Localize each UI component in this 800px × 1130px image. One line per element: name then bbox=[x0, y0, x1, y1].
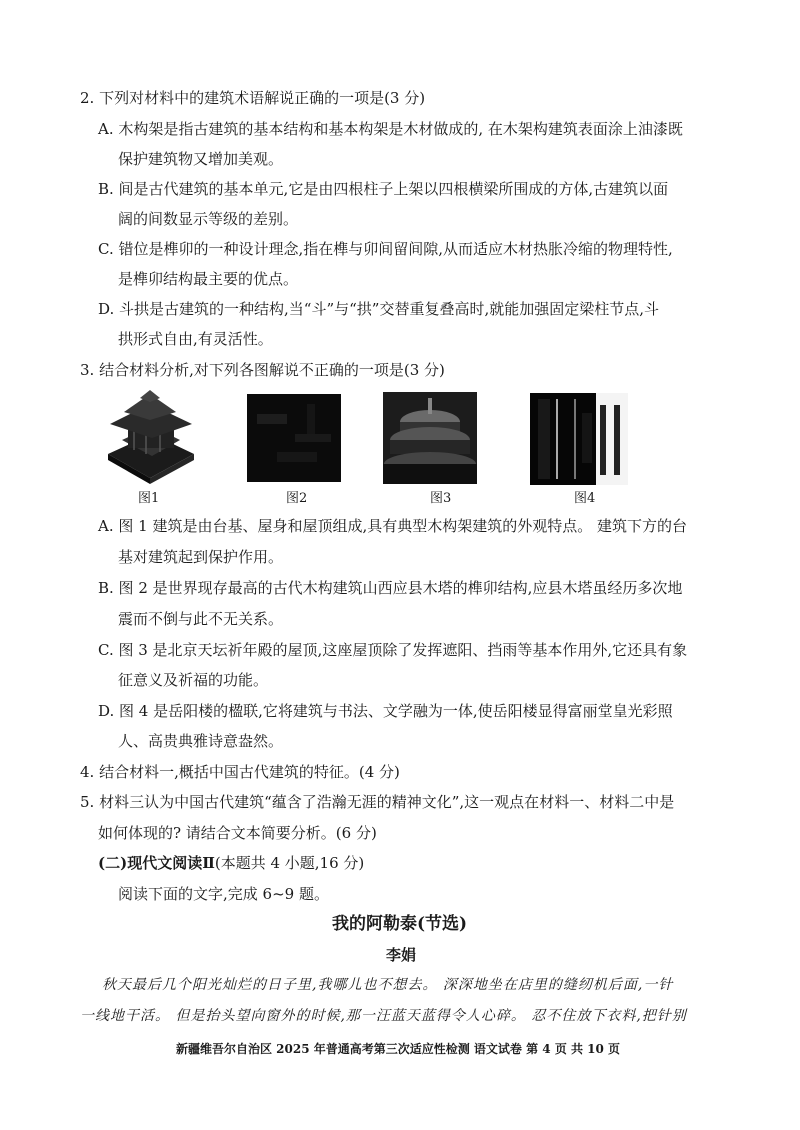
article-body-line1: 秋天最后几个阳光灿烂的日子里,我哪儿也不想去。 深深地坐在店里的缝纫机后面,一针 bbox=[102, 977, 674, 993]
q3-option-d-line2: 人、高贵典雅诗意盎然。 bbox=[118, 732, 284, 750]
figure-1-pavilion-image bbox=[100, 388, 200, 484]
q2-stem: 2. 下列对材料中的建筑术语解说正确的一项是(3 分) bbox=[80, 89, 426, 107]
q5-stem-line2: 如何体现的? 请结合文本简要分析。(6 分) bbox=[98, 824, 377, 842]
q2-option-c-line2: 是榫卯结构最主要的优点。 bbox=[118, 270, 299, 288]
q2-option-c-line1: C. 错位是榫卯的一种设计理念,指在榫与卯间留间隙,从而适应木材热胀冷缩的物理特性, bbox=[98, 240, 673, 258]
section-heading bbox=[98, 853, 364, 873]
section-heading-bold: (二)现代文阅读Ⅱ bbox=[98, 854, 215, 872]
page-footer: 新疆维吾尔自治区 2025 年普通高考第三次适应性检测 语文试卷 第 4 页 共 10 页 bbox=[176, 1042, 621, 1056]
q2-option-a-line1: A. 木构架是指古建筑的基本结构和基本构架是木材做成的, 在木架构建筑表面涂上油漆既 bbox=[98, 120, 683, 138]
section-instruction: 阅读下面的文字,完成 6~9 题。 bbox=[118, 885, 329, 903]
figure-4-caption: 图4 bbox=[574, 491, 596, 506]
figure-1-caption: 图1 bbox=[138, 491, 160, 506]
q2-option-b-line2: 阔的间数显示等级的差别。 bbox=[118, 210, 299, 228]
figure-2-caption: 图2 bbox=[286, 491, 308, 506]
q4-stem: 4. 结合材料一,概括中国古代建筑的特征。(4 分) bbox=[80, 763, 400, 781]
figure-3-caption: 图3 bbox=[430, 491, 452, 506]
q2-option-a-line2: 保护建筑物又增加美观。 bbox=[118, 150, 284, 168]
q2-option-d-line1: D. 斗拱是古建筑的一种结构,当“斗”与“拱”交替重复叠高时,就能加强固定梁柱节点,斗 bbox=[98, 300, 660, 318]
figure-3-roof-image bbox=[383, 392, 477, 484]
q3-option-b-line1: B. 图 2 是世界现存最高的古代木构建筑山西应县木塔的榫卯结构,应县木塔虽经历多次地 bbox=[98, 579, 683, 597]
q3-option-b-line2: 震而不倒与此不无关系。 bbox=[118, 610, 284, 628]
q3-option-d-line1: D. 图 4 是岳阳楼的楹联,它将建筑与书法、文学融为一体,使岳阳楼显得富丽堂皇光彩照 bbox=[98, 702, 673, 720]
q5-stem-line1: 5. 材料三认为中国古代建筑“蕴含了浩瀚无涯的精神文化”,这一观点在材料一、材料二中是 bbox=[80, 793, 675, 811]
q3-stem: 3. 结合材料分析,对下列各图解说不正确的一项是(3 分) bbox=[80, 361, 445, 379]
q3-option-c-line2: 征意义及祈福的功能。 bbox=[118, 671, 269, 689]
q2-option-d-line2: 拱形式自由,有灵活性。 bbox=[118, 330, 273, 348]
q3-option-c-line1: C. 图 3 是北京天坛祈年殿的屋顶,这座屋顶除了发挥遮阳、挡雨等基本作用外,它还具有象 bbox=[98, 641, 688, 659]
figure-4-couplet-image bbox=[530, 393, 628, 485]
figure-2-joinery-image bbox=[247, 394, 341, 482]
article-title: 我的阿勒泰(节选) bbox=[332, 914, 468, 934]
q3-option-a-line2: 基对建筑起到保护作用。 bbox=[118, 548, 284, 566]
q3-option-a-line1: A. 图 1 建筑是由台基、屋身和屋顶组成,具有典型木构架建筑的外观特点。 建筑下方的台 bbox=[98, 517, 687, 535]
article-author: 李娟 bbox=[386, 946, 417, 964]
section-heading-rest: (本题共 4 小题,16 分) bbox=[214, 854, 365, 872]
article-body-line2: 一线地干活。 但是抬头望向窗外的时候,那一汪蓝天蓝得令人心碎。 忍不住放下衣料,把针别 bbox=[80, 1008, 687, 1024]
q2-option-b-line1: B. 间是古代建筑的基本单元,它是由四根柱子上架以四根横梁所围成的方体,古建筑以面 bbox=[98, 180, 669, 198]
